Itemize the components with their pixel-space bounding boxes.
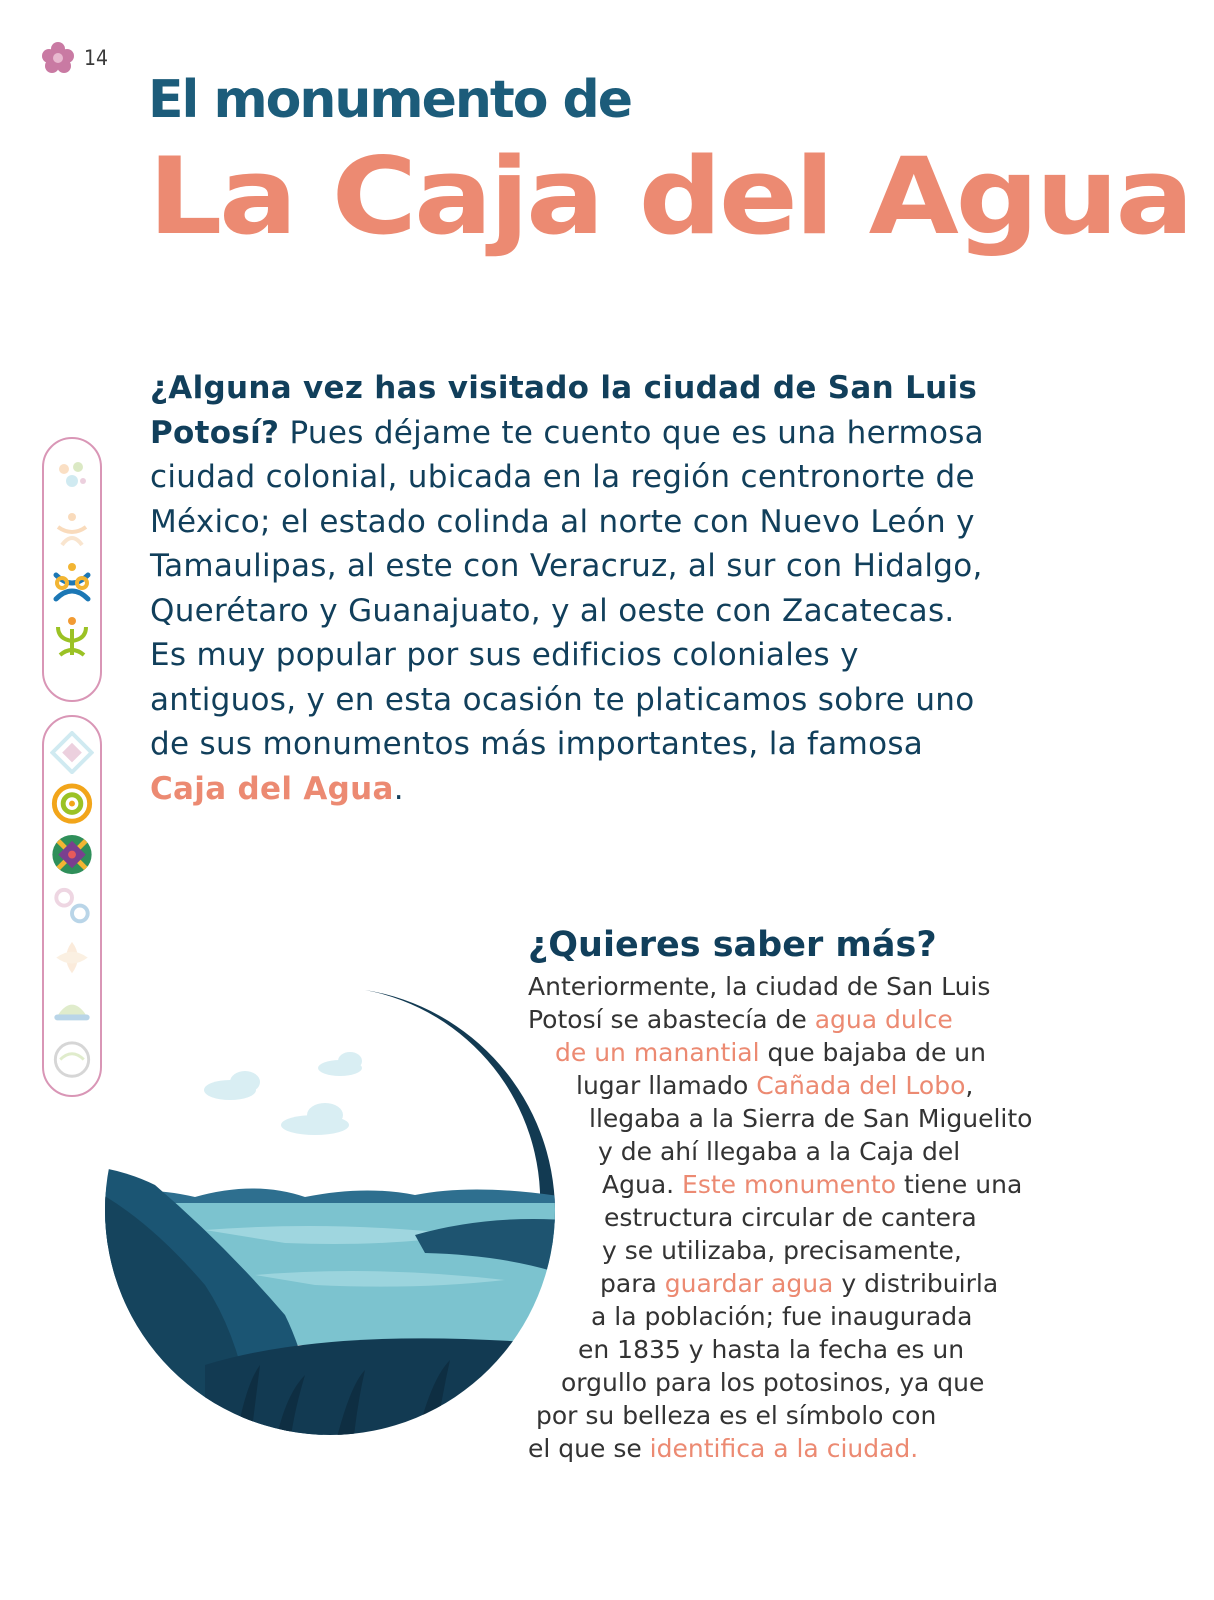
more-line bbox=[602, 1236, 962, 1266]
faded-figure-icon bbox=[50, 507, 94, 551]
more-line bbox=[602, 1170, 1022, 1200]
text-span: y distribuirla bbox=[833, 1269, 999, 1298]
text-span: Anteriormente, la ciudad de San Luis bbox=[528, 972, 991, 1001]
page-number bbox=[40, 40, 108, 76]
text-span: estructura circular de cantera bbox=[604, 1203, 977, 1232]
text-span: el que se bbox=[528, 1434, 650, 1463]
text-span: tiene una bbox=[896, 1170, 1023, 1199]
more-line bbox=[555, 1038, 986, 1068]
more-line bbox=[589, 1104, 1032, 1134]
more-line bbox=[528, 1434, 918, 1464]
highlight-span: agua dulce bbox=[814, 1005, 953, 1034]
text-span: orgullo para los potosinos, ya que bbox=[561, 1368, 985, 1397]
lake-landscape-illustration bbox=[85, 985, 565, 1445]
text-span: , bbox=[965, 1071, 974, 1100]
more-line bbox=[600, 1269, 998, 1299]
more-line bbox=[578, 1335, 964, 1365]
more-line bbox=[528, 972, 990, 1002]
text-span: que bajaba de un bbox=[759, 1038, 986, 1067]
faded-ring-icon bbox=[50, 884, 94, 927]
more-line bbox=[591, 1302, 972, 1332]
highlight-span: Cañada del Lobo bbox=[756, 1071, 966, 1100]
text-span: y de ahí llegaba a la Caja del bbox=[598, 1137, 961, 1166]
text-span: llegaba a la Sierra de San Miguelito bbox=[589, 1104, 1033, 1133]
intro-paragraph bbox=[150, 366, 990, 811]
woven-square-icon bbox=[50, 833, 94, 876]
faded-dots-icon bbox=[50, 453, 94, 497]
title-line-1: El monumento de bbox=[148, 70, 632, 130]
intro-body: Pues déjame te cuento que es una hermosa ciudad colonial, ubicada en la región centronorte de México; el estado colinda al norte con Nuevo León y Tamaulipas, al este con Veracruz, al sur con Hidalgo, Querétaro y Guanajuato, y al oeste con Zacatecas. Es muy popular por sus edificios coloniales y antiguos, y en esta ocasión te platicamos sobre uno de sus monumentos más importantes, la famosa bbox=[150, 414, 984, 762]
flower-icon bbox=[40, 40, 76, 76]
sidebar-pill-top bbox=[42, 437, 102, 702]
more-title: ¿Quieres saber más? bbox=[528, 925, 937, 965]
text-span: Potosí se abastecía de bbox=[528, 1005, 815, 1034]
intro-end: . bbox=[393, 770, 404, 807]
faded-flower-icon bbox=[50, 936, 94, 979]
more-line bbox=[604, 1203, 977, 1233]
people-circle-icon bbox=[50, 561, 94, 605]
intro-highlight: Caja del Agua bbox=[150, 770, 394, 807]
page-number-text: 14 bbox=[84, 46, 109, 70]
title-line-2: La Caja del Agua bbox=[148, 135, 1191, 258]
text-span: para bbox=[600, 1269, 665, 1298]
spiral-icon bbox=[50, 782, 94, 825]
plant-figure-icon bbox=[50, 615, 94, 659]
text-span: Agua. bbox=[602, 1170, 683, 1199]
intro-question: ¿Alguna vez has visitado la ciudad de San Luis Potosí? bbox=[150, 370, 978, 451]
more-line bbox=[576, 1071, 973, 1101]
highlight-span: guardar agua bbox=[664, 1269, 834, 1298]
highlight-span: identifica a la ciudad. bbox=[649, 1434, 919, 1463]
cloud-icon bbox=[204, 1052, 362, 1135]
text-span: en 1835 y hasta la fecha es un bbox=[578, 1335, 965, 1364]
text-span: por su belleza es el símbolo con bbox=[536, 1401, 937, 1430]
text-span: lugar llamado bbox=[576, 1071, 757, 1100]
highlight-span: Este monumento bbox=[682, 1170, 896, 1199]
more-line bbox=[528, 1005, 953, 1035]
text-span: y se utilizaba, precisamente, bbox=[602, 1236, 962, 1265]
text-span: a la población; fue inaugurada bbox=[591, 1302, 973, 1331]
highlight-span: de un manantial bbox=[555, 1038, 760, 1067]
more-line bbox=[561, 1368, 984, 1398]
more-line bbox=[598, 1137, 960, 1167]
faded-diamond-icon bbox=[50, 731, 94, 774]
more-line bbox=[536, 1401, 936, 1431]
